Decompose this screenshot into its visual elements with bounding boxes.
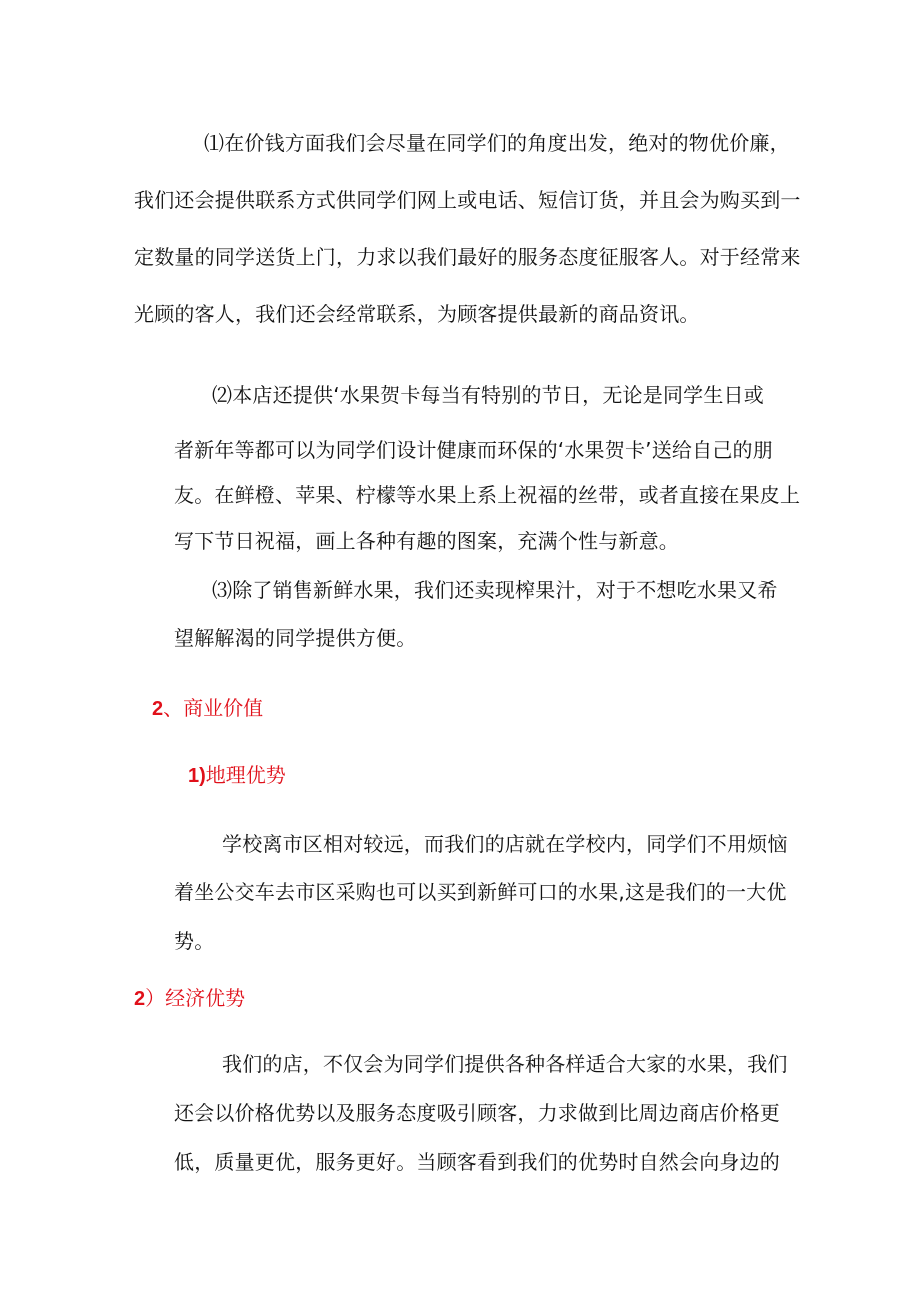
paragraph-line: 光顾的客人，我们还会经常联系，为顾客提供最新的商品资讯。: [134, 302, 700, 326]
paragraph-line: ⑵本店还提供‘水果贺卡每当有特别的节日，无论是同学生日或: [212, 383, 764, 407]
heading-text: 地理优势: [205, 763, 286, 787]
paragraph-line: 着坐公交车去市区采购也可以买到新鲜可口的水果,这是我们的一大优: [174, 880, 787, 904]
paragraph-line: 者新年等都可以为同学们设计健康而环保的‘水果贺卡’送给自己的朋: [174, 438, 773, 462]
paragraph-line: 友。在鲜橙、苹果、柠檬等水果上系上祝福的丝带，或者直接在果皮上: [174, 483, 801, 507]
section-heading-commercial-value: [152, 694, 263, 723]
heading-number: 2: [134, 988, 146, 1010]
heading-number: 2: [152, 698, 164, 720]
paragraph-line: 我们的店，不仅会为同学们提供各种各样适合大家的水果，我们: [222, 1052, 788, 1076]
subheading-location-advantage: [188, 761, 286, 790]
subheading-economic-advantage: [134, 984, 245, 1013]
paragraph-line: 低，质量更优，服务更好。当顾客看到我们的优势时自然会向身边的: [174, 1150, 780, 1174]
heading-text: ）经济优势: [145, 986, 246, 1010]
heading-text: 、商业价值: [163, 696, 264, 720]
paragraph-line: 势。: [174, 929, 215, 953]
heading-number: 1): [188, 765, 206, 787]
paragraph-line: 我们还会提供联系方式供同学们网上或电话、短信订货，并且会为购买到一: [134, 188, 801, 212]
paragraph-line: 学校离市区相对较远，而我们的店就在学校内，同学们不用烦恼: [222, 832, 788, 856]
paragraph-line: ⑶除了销售新鲜水果，我们还卖现榨果汁，对于不想吃水果又希: [212, 578, 778, 602]
paragraph-line: ⑴在价钱方面我们会尽量在同学们的角度出发，绝对的物优价廉，: [204, 131, 790, 155]
paragraph-line: 写下节日祝福，画上各种有趣的图案，充满个性与新意。: [174, 529, 679, 553]
paragraph-line: 定数量的同学送货上门，力求以我们最好的服务态度征服客人。对于经常来: [134, 245, 801, 269]
paragraph-line: 望解解渴的同学提供方便。: [174, 626, 417, 650]
paragraph-line: 还会以价格优势以及服务态度吸引顾客，力求做到比周边商店价格更: [174, 1101, 780, 1125]
